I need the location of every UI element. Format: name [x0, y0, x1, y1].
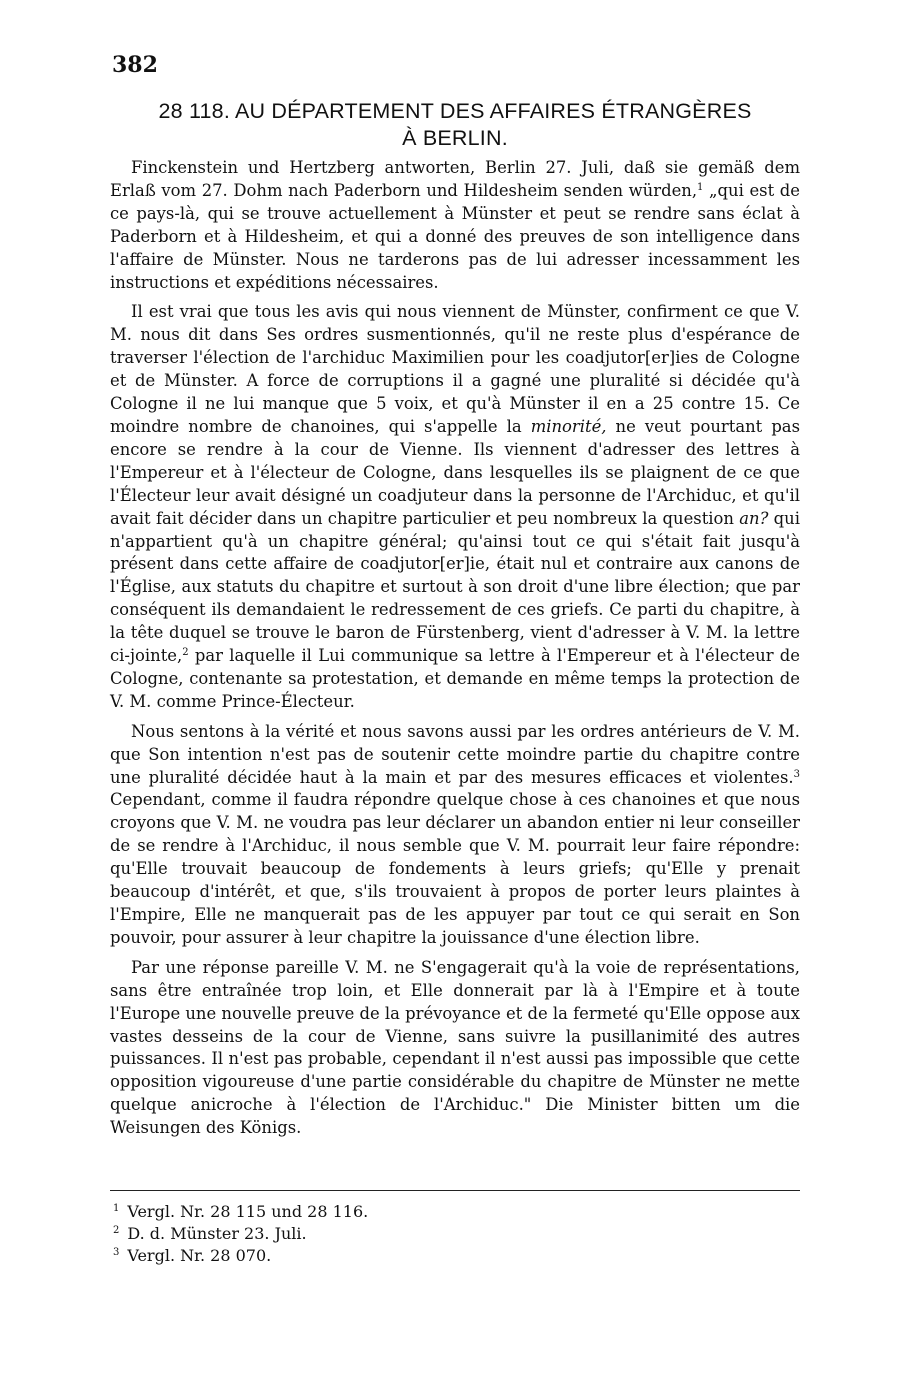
paragraph-1-text-b: „qui est de ce pays-là, qui se trouve actuellement à Münster et peut se rendre sans éclat à Paderborn et à Hildesheim, et qui a donné des preuves de son intelligence dans l'affaire de Münster. Nous ne tarderons pas de lui adresser incessamment les instructions et expéditions nécessaires. — [110, 180, 800, 292]
heading-line-1: 28 118. AU DÉPARTEMENT DES AFFAIRES ÉTRANGÈRES — [158, 99, 752, 123]
paragraph-2-text-a: Il est vrai que tous les avis qui nous viennent de Münster, confirment ce que V. M. nous dit dans Ses ordres susmentionnés, qu'il ne reste plus d'espérance de traverser l'élection de l'archiduc Maximilien pour les coadjutor[er]ies de Cologne et de Münster. A force de corruptions il a gagné une pluralité si décidée qu'à Cologne il ne lui manque que 5 voix, et qu'à Münster il en a 25 contre 15. Ce moindre nombre de chanoines, qui s'appelle la — [110, 302, 800, 436]
footnote-2 — [113, 1223, 368, 1245]
page-number: 382 — [112, 52, 158, 78]
emphasis-minorite: minorité, — [530, 416, 607, 436]
paragraph-4 — [110, 957, 800, 1140]
footnote-text-2: D. d. Münster 23. Juli. — [127, 1224, 307, 1243]
footnote-text-1: Vergl. Nr. 28 115 und 28 116. — [127, 1202, 369, 1221]
paragraph-4-text-a: Par une réponse pareille V. M. ne S'engagerait qu'à la voie de représentations, sans être entraînée trop loin, et Elle donnerait par là à l'Empire et à toute l'Europe une nouvelle preuve de la prévoyance et de la fermeté qu'Elle oppose aux vastes desseins de la cour de Vienne, sans suivre la pusillanimité des autres puissances. Il n'est pas probable, cependant il n'est aussi pas impossible que cette opposition vigoureuse d'une partie considérable du chapitre de Münster ne mette quelque anicroche à l'élection de l'Archiduc." Die Minister bitten um die Weisungen des Königs. — [110, 957, 800, 1138]
footnote-mark-2: 2 — [113, 1225, 120, 1236]
body-text — [110, 157, 800, 1147]
footnote-text-3: Vergl. Nr. 28 070. — [127, 1246, 272, 1265]
paragraph-2-text-d: par laquelle il Lui communique sa lettre à l'Empereur et à l'électeur de Cologne, contenante sa protestation, et demande en même temps la protection de V. M. comme Prince-Électeur. — [110, 646, 800, 711]
paragraph-2-text-b: ne veut pourtant pas encore se rendre à la cour de Vienne. Ils viennent d'adresser des lettres à l'Empereur et à l'électeur de Cologne, dans lesquelles ils se plaignent de ce que l'Électeur leur avait désigné un coadjuteur dans la personne de l'Archiduc, et qu'il avait fait décider dans un chapitre particulier et peu nombreux la question — [110, 416, 800, 528]
footnote-ref-1: 1 — [697, 181, 704, 193]
paragraph-3 — [110, 721, 800, 950]
footnote-3 — [113, 1245, 368, 1267]
footnote-ref-2: 2 — [182, 647, 189, 659]
heading-line-2: À BERLIN. — [402, 126, 508, 150]
footnote-mark-3: 3 — [113, 1247, 120, 1258]
footnote-1 — [113, 1201, 368, 1223]
footnote-ref-3: 3 — [793, 768, 800, 780]
paragraph-1 — [110, 157, 800, 294]
paragraph-2-text-c: qui n'appartient qu'à un chapitre général; qu'ainsi tout ce qui s'était fait jusqu'à présent dans cette affaire de coadjutor[er]ie, était nul et contraire aux canons de l'Église, aux statuts du chapitre et surtout à son droit d'une libre élection; que par conséquent ils demandaient le redressement de ces griefs. Ce parti du chapitre, à la tête duquel se trouve le baron de Fürstenberg, vient d'adresser à V. M. la lettre ci-jointe, — [110, 508, 800, 666]
section-heading — [110, 98, 800, 152]
footnotes — [113, 1201, 368, 1267]
footnote-divider — [110, 1190, 800, 1191]
footnote-mark-1: 1 — [113, 1203, 120, 1214]
emphasis-an: an? — [739, 508, 769, 528]
paragraph-2 — [110, 301, 800, 713]
paragraph-3-text-b: Cependant, comme il faudra répondre quelque chose à ces chanoines et que nous croyons que V. M. ne voudra pas leur déclarer un abandon entier ni leur conseiller de se rendre à l'Archiduc, il nous semble que V. M. pourrait leur faire répondre: qu'Elle trouvait beaucoup de fondements à leurs griefs; qu'Elle y prenait beaucoup d'intérêt, et que, s'ils trouvaient à propos de porter leurs plaintes à l'Empire, Elle ne manquerait pas de les appuyer par tout ce qui serait en Son pouvoir, pour assurer à leur chapitre la jouissance d'une élection libre. — [110, 790, 800, 947]
paragraph-1-text-a: Finckenstein und Hertzberg antworten, Berlin 27. Juli, daß sie gemäß dem Erlaß vom 27. Dohm nach Paderborn und Hildesheim senden würden, — [110, 158, 800, 200]
paragraph-3-text-a: Nous sentons à la vérité et nous savons aussi par les ordres antérieurs de V. M. que Son intention n'est pas de soutenir cette moindre partie du chapitre contre une pluralité décidée haut à la main et par des mesures efficaces et violentes. — [110, 721, 800, 787]
